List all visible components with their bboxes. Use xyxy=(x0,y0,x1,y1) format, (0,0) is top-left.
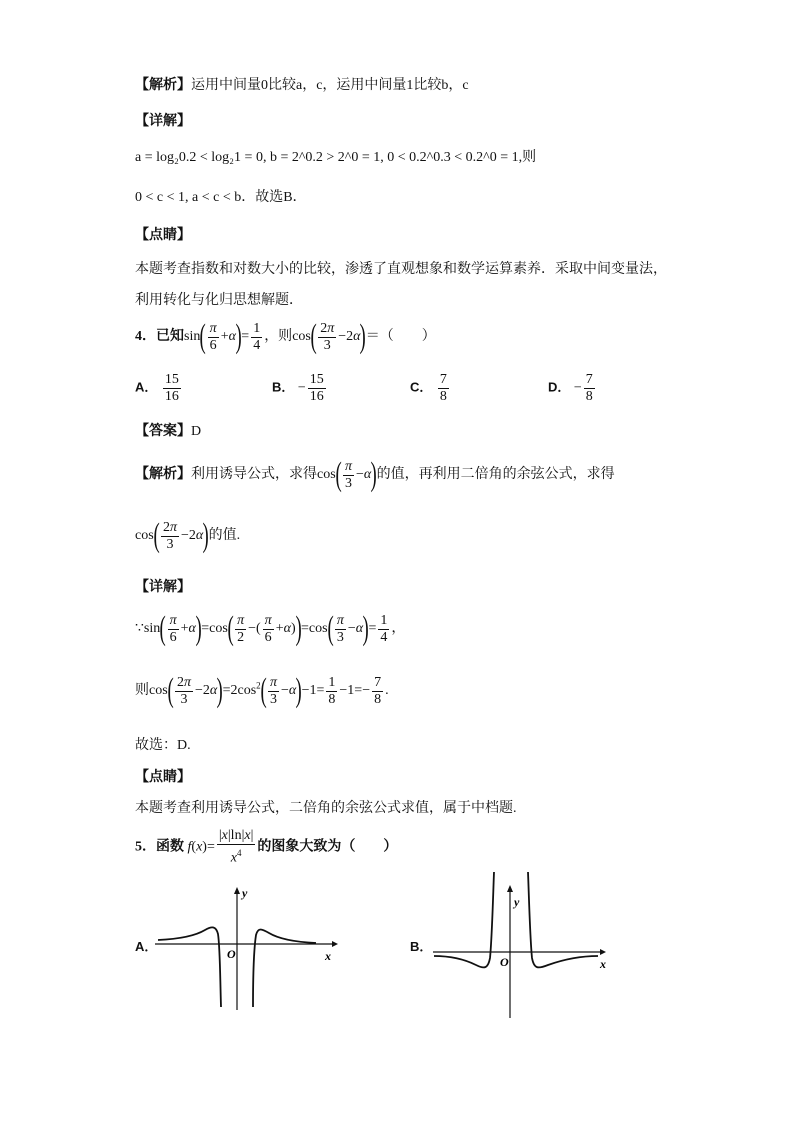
analysis-line xyxy=(135,74,469,94)
detail-tag: 【详解】 xyxy=(135,114,191,129)
graph-b[interactable] xyxy=(428,868,618,1020)
q4-analysis-line-2: cos( $\frac{2\pi}{3}$ −2α)的值. xyxy=(135,517,241,554)
y-axis-label: y xyxy=(242,886,248,900)
q4-conclusion: 故选：D. xyxy=(135,738,191,753)
graph-a[interactable] xyxy=(150,882,340,1012)
option-b[interactable]: B． − $\frac{15}{16}$ xyxy=(272,372,324,404)
analysis-text: 运用中间量0比较a，c，运用中间量1比较b，c xyxy=(191,78,469,93)
q4-remark-text: 本题考查利用诱导公式，二倍角的余弦公式求值，属于中档题. xyxy=(135,801,517,816)
option-c[interactable]: C． $\frac{7}{8}$ xyxy=(410,372,447,404)
option-a-label[interactable]: A． xyxy=(135,939,158,954)
answer-line xyxy=(135,420,201,440)
stem-suffix: ＝（ ） xyxy=(365,329,436,345)
q4-remark-tag: 【点睛】 xyxy=(135,770,191,785)
q4-detail-line-1: ∵sin( $\frac{\pi}{6}$ +α)=cos( $\frac{\pi}{2}$ −( $\frac{\pi}{6}$ +α))=cos( $\frac{\pi}{3}$ −α)= $\frac{1}{4}$ ， xyxy=(135,610,406,647)
remark-tag: 【点睛】 xyxy=(135,228,191,243)
stem-mid: ，则 xyxy=(264,329,293,345)
x-axis-label-b: x xyxy=(600,957,606,971)
origin-label: O xyxy=(227,947,236,961)
q4-detail-line-2: 则cos( $\frac{2\pi}{3}$ $-2\alpha)=2\cos^2$( $\frac{\pi}{3}$ −α)−1= $\frac{1}{8}$ −1=− $\frac{7}{8}$ . xyxy=(135,672,389,709)
answer-value: D xyxy=(191,424,202,439)
detail-line-1: a = log₂0.2 < log₂1 = 0, b = 2^0.2 > 2^0 = 1, 0 < 0.2^0.3 < 0.2^0 = 1,则 xyxy=(135,150,537,165)
origin-label-b: O xyxy=(500,955,509,969)
question-4-stem: 4．已知sin( $\frac{\pi}{6}$ +α)= $\frac{1}{4}$ ，则cos( $\frac{2\pi}{3}$ −2α)＝（ ） xyxy=(135,318,436,355)
detail-line-2: 0 < c < 1, a < c < b．故选B． xyxy=(135,190,307,205)
answer-tag: 【答案】 xyxy=(135,424,191,439)
question-number: 4． xyxy=(135,329,156,345)
question-5-stem: 5．函数 f(x)= $\frac{|x|\ln|x|}{x^4}$ 的图象大致为（ ） xyxy=(135,828,398,866)
y-axis-label-b: y xyxy=(514,895,520,909)
x-axis-label: x xyxy=(325,949,331,963)
q4-detail-tag: 【详解】 xyxy=(135,580,191,595)
option-b-label[interactable]: B． xyxy=(410,939,433,954)
remark-line-2: 利用转化与化归思想解题． xyxy=(135,293,303,308)
q4-analysis-line: 【解析】利用诱导公式，求得cos( $\frac{\pi}{3}$ −α)的值，再利用二倍角的余弦公式，求得 xyxy=(135,456,615,493)
remark-line-1: 本题考查指数和对数大小的比较，渗透了直观想象和数学运算素养．采取中间变量法， xyxy=(135,262,667,277)
option-a[interactable]: A． $\frac{15}{16}$ xyxy=(135,372,179,404)
analysis-tag: 【解析】 xyxy=(135,78,191,93)
option-d[interactable]: D． − $\frac{7}{8}$ xyxy=(548,372,593,404)
stem-prefix: 已知 xyxy=(156,329,184,345)
